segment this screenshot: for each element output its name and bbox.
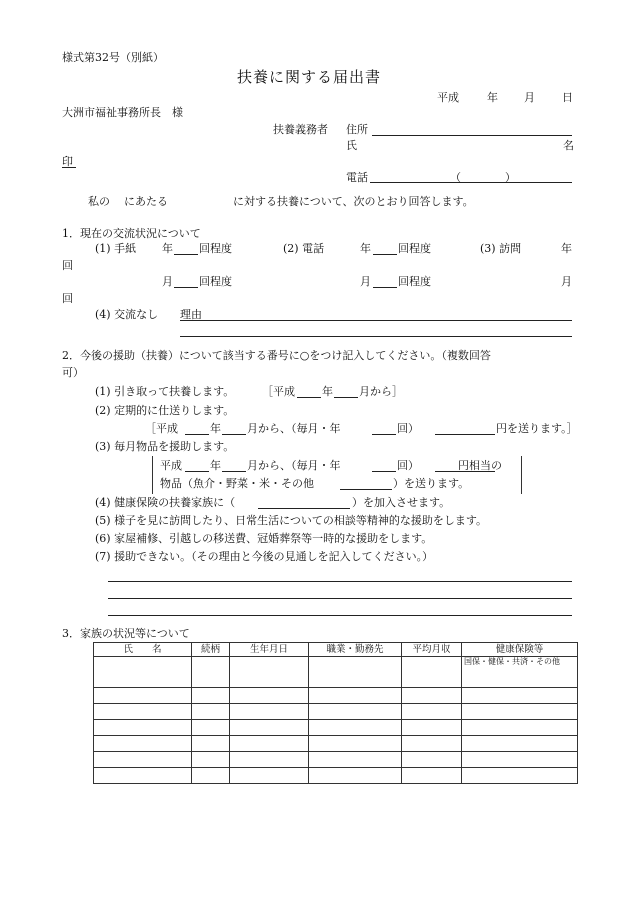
table-cell[interactable] — [462, 736, 578, 752]
table-cell[interactable] — [462, 688, 578, 704]
reason-line-1[interactable] — [180, 320, 572, 321]
table-cell[interactable] — [309, 752, 402, 768]
option-7-line-3[interactable] — [108, 615, 572, 616]
col-birthdate: 生年月日 — [230, 643, 309, 657]
section-1-heading: 1．現在の交流状況について — [62, 227, 201, 240]
col-occupation: 職業・勤務先 — [309, 643, 402, 657]
col-relation: 続柄 — [192, 643, 230, 657]
table-cell[interactable] — [230, 704, 309, 720]
insurance-note: 国保・健保・共済・その他 — [462, 657, 578, 688]
letter-times: 回程度 — [199, 242, 232, 255]
table-cell[interactable] — [94, 688, 192, 704]
option-3-goods: 物品（魚介・野菜・米・その他 — [160, 477, 314, 490]
option-2-era: ［平成 — [145, 422, 178, 435]
table-cell[interactable] — [94, 752, 192, 768]
section-2-heading: 2．今後の援助（扶養）について該当する番号に○をつけ記入してください。（複数回答 — [62, 349, 491, 362]
phone-count-field[interactable] — [373, 254, 397, 255]
option-2-month: 月から、（毎月・年 — [247, 422, 341, 435]
table-cell[interactable] — [309, 736, 402, 752]
visit-times-wrap: 回 — [62, 259, 73, 272]
intro-part-1: 私の — [88, 195, 110, 208]
table-cell[interactable] — [230, 736, 309, 752]
col-income: 平均月収 — [402, 643, 462, 657]
table-cell[interactable] — [309, 688, 402, 704]
phone-paren-close: ） — [505, 171, 516, 184]
option-1-month: 月から］ — [359, 385, 403, 398]
col-name: 氏 名 — [94, 643, 192, 657]
date-era: 平成 — [437, 91, 459, 104]
option-7-line-2[interactable] — [108, 598, 572, 599]
option-3-goods-end: ）を送ります。 — [393, 477, 470, 490]
table-cell[interactable] — [230, 688, 309, 704]
phone-label: 電話 — [346, 171, 368, 184]
seal-mark: 印 — [62, 155, 73, 168]
option-7-line-1[interactable] — [108, 581, 572, 582]
section-2-heading-wrap: 可） — [62, 366, 84, 379]
visit-month-times-wrap: 回 — [62, 292, 73, 305]
option-1-era: ［平成 — [262, 385, 295, 398]
option-3-month-field[interactable] — [222, 471, 246, 472]
contact-none: (4) 交流なし — [95, 308, 159, 321]
table-cell[interactable] — [462, 704, 578, 720]
table-cell[interactable] — [192, 688, 230, 704]
seal-underline — [62, 167, 76, 168]
table-cell[interactable] — [402, 657, 462, 688]
form-number: 様式第32号（別紙） — [62, 51, 164, 64]
table-cell[interactable] — [462, 720, 578, 736]
table-cell[interactable] — [309, 657, 402, 688]
contact-phone: (2) 電話 — [283, 242, 325, 255]
table-cell[interactable] — [462, 752, 578, 768]
phone-month-count-field[interactable] — [373, 287, 397, 288]
letter-count-field[interactable] — [174, 254, 198, 255]
option-2-month-field[interactable] — [222, 434, 246, 435]
option-3-count: 回） — [397, 459, 419, 472]
option-1-month-field[interactable] — [334, 397, 358, 398]
table-cell[interactable] — [309, 704, 402, 720]
visit-year: 年 — [561, 242, 572, 255]
option-7: (7) 援助できない。（その理由と今後の見通しを記入してください。） — [95, 550, 434, 563]
letter-month-count-field[interactable] — [174, 287, 198, 288]
table-cell[interactable] — [402, 688, 462, 704]
phone-month-times: 回程度 — [398, 275, 431, 288]
letter-month: 月 — [162, 275, 173, 288]
option-2-year-field[interactable] — [185, 434, 209, 435]
table-cell[interactable] — [402, 768, 462, 784]
option-5: (5) 様子を見に訪問したり、日常生活についての相談等精神的な援助をします。 — [95, 514, 487, 527]
table-row — [94, 752, 578, 768]
table-cell[interactable] — [192, 720, 230, 736]
table-row — [94, 736, 578, 752]
table-row — [94, 688, 578, 704]
table-cell[interactable] — [192, 768, 230, 784]
option-2-amount-field[interactable] — [435, 434, 495, 435]
date-day: 日 — [562, 91, 573, 104]
table-cell[interactable] — [94, 704, 192, 720]
addressee: 大洲市福祉事務所長 様 — [62, 106, 183, 119]
option-2-count: 回） — [397, 422, 419, 435]
option-3-year-field[interactable] — [185, 471, 209, 472]
intro-part-2: にあたる — [124, 195, 168, 208]
option-4-end: ）を加入させます。 — [352, 496, 451, 509]
address-field[interactable] — [372, 135, 572, 136]
option-4-field[interactable] — [258, 508, 350, 509]
option-3-goods-field[interactable] — [340, 489, 392, 490]
table-cell[interactable] — [402, 704, 462, 720]
letter-month-times: 回程度 — [199, 275, 232, 288]
table-cell[interactable] — [94, 736, 192, 752]
table-row — [94, 768, 578, 784]
table-cell[interactable] — [402, 752, 462, 768]
option-4: (4) 健康保険の扶養家族に（ — [95, 496, 236, 509]
phone-month: 月 — [360, 275, 371, 288]
option-3-era: 平成 — [160, 459, 182, 472]
option-6: (6) 家屋補修、引越しの移送費、冠婚葬祭等一時的な援助をします。 — [95, 532, 433, 545]
table-cell[interactable] — [94, 720, 192, 736]
phone-field[interactable] — [370, 182, 572, 183]
letter-year: 年 — [162, 242, 173, 255]
contact-letter: (1) 手紙 — [95, 242, 137, 255]
option-1: (1) 引き取って扶養します。 — [95, 385, 235, 398]
option-3-month: 月から、（毎月・年 — [247, 459, 341, 472]
table-cell[interactable] — [192, 657, 230, 688]
date-year: 年 — [487, 91, 498, 104]
option-2-year: 年 — [210, 422, 221, 435]
table-cell[interactable] — [402, 736, 462, 752]
table-cell[interactable] — [192, 736, 230, 752]
table-cell[interactable] — [230, 720, 309, 736]
table-cell[interactable] — [402, 720, 462, 736]
option-1-year: 年 — [322, 385, 333, 398]
table-cell[interactable] — [309, 720, 402, 736]
section-3-heading: 3．家族の状況等について — [62, 627, 190, 640]
table-cell[interactable] — [230, 657, 309, 688]
option-2: (2) 定期的に仕送りします。 — [95, 404, 235, 417]
visit-month: 月 — [561, 275, 572, 288]
phone-times: 回程度 — [398, 242, 431, 255]
option-3-amount: 円相当の — [458, 459, 502, 472]
option-3: (3) 毎月物品を援助します。 — [95, 440, 235, 453]
date-month: 月 — [524, 91, 535, 104]
table-cell[interactable] — [94, 657, 192, 688]
name-label-1: 氏 — [346, 139, 357, 152]
table-cell[interactable] — [230, 768, 309, 784]
table-row — [94, 657, 578, 688]
name-label-2: 名 — [563, 139, 574, 152]
table-row — [94, 704, 578, 720]
option-3-year: 年 — [210, 459, 221, 472]
family-table — [93, 642, 578, 784]
page-title: 扶養に関する届出書 — [237, 68, 382, 86]
option-2-amount: 円を送ります。］ — [496, 422, 578, 435]
col-insurance: 健康保険等 — [462, 643, 578, 657]
obligor-label: 扶養義務者 — [273, 123, 328, 136]
option-2-count-field[interactable] — [372, 434, 396, 435]
phone-paren-open: （ — [450, 171, 461, 184]
table-cell[interactable] — [462, 768, 578, 784]
family-table-header — [94, 643, 578, 657]
table-row — [94, 720, 578, 736]
table-cell[interactable] — [230, 752, 309, 768]
reason-line-2[interactable] — [180, 336, 572, 337]
option-1-year-field[interactable] — [297, 397, 321, 398]
address-label: 住所 — [346, 123, 368, 136]
table-cell[interactable] — [192, 752, 230, 768]
table-cell[interactable] — [192, 704, 230, 720]
table-cell[interactable] — [309, 768, 402, 784]
table-cell[interactable] — [94, 768, 192, 784]
reason-label: 理由 — [180, 308, 202, 321]
option-3-count-field[interactable] — [372, 471, 396, 472]
phone-year: 年 — [360, 242, 371, 255]
contact-visit: (3) 訪問 — [480, 242, 522, 255]
intro-part-3: に対する扶養について、次のとおり回答します。 — [233, 195, 474, 208]
